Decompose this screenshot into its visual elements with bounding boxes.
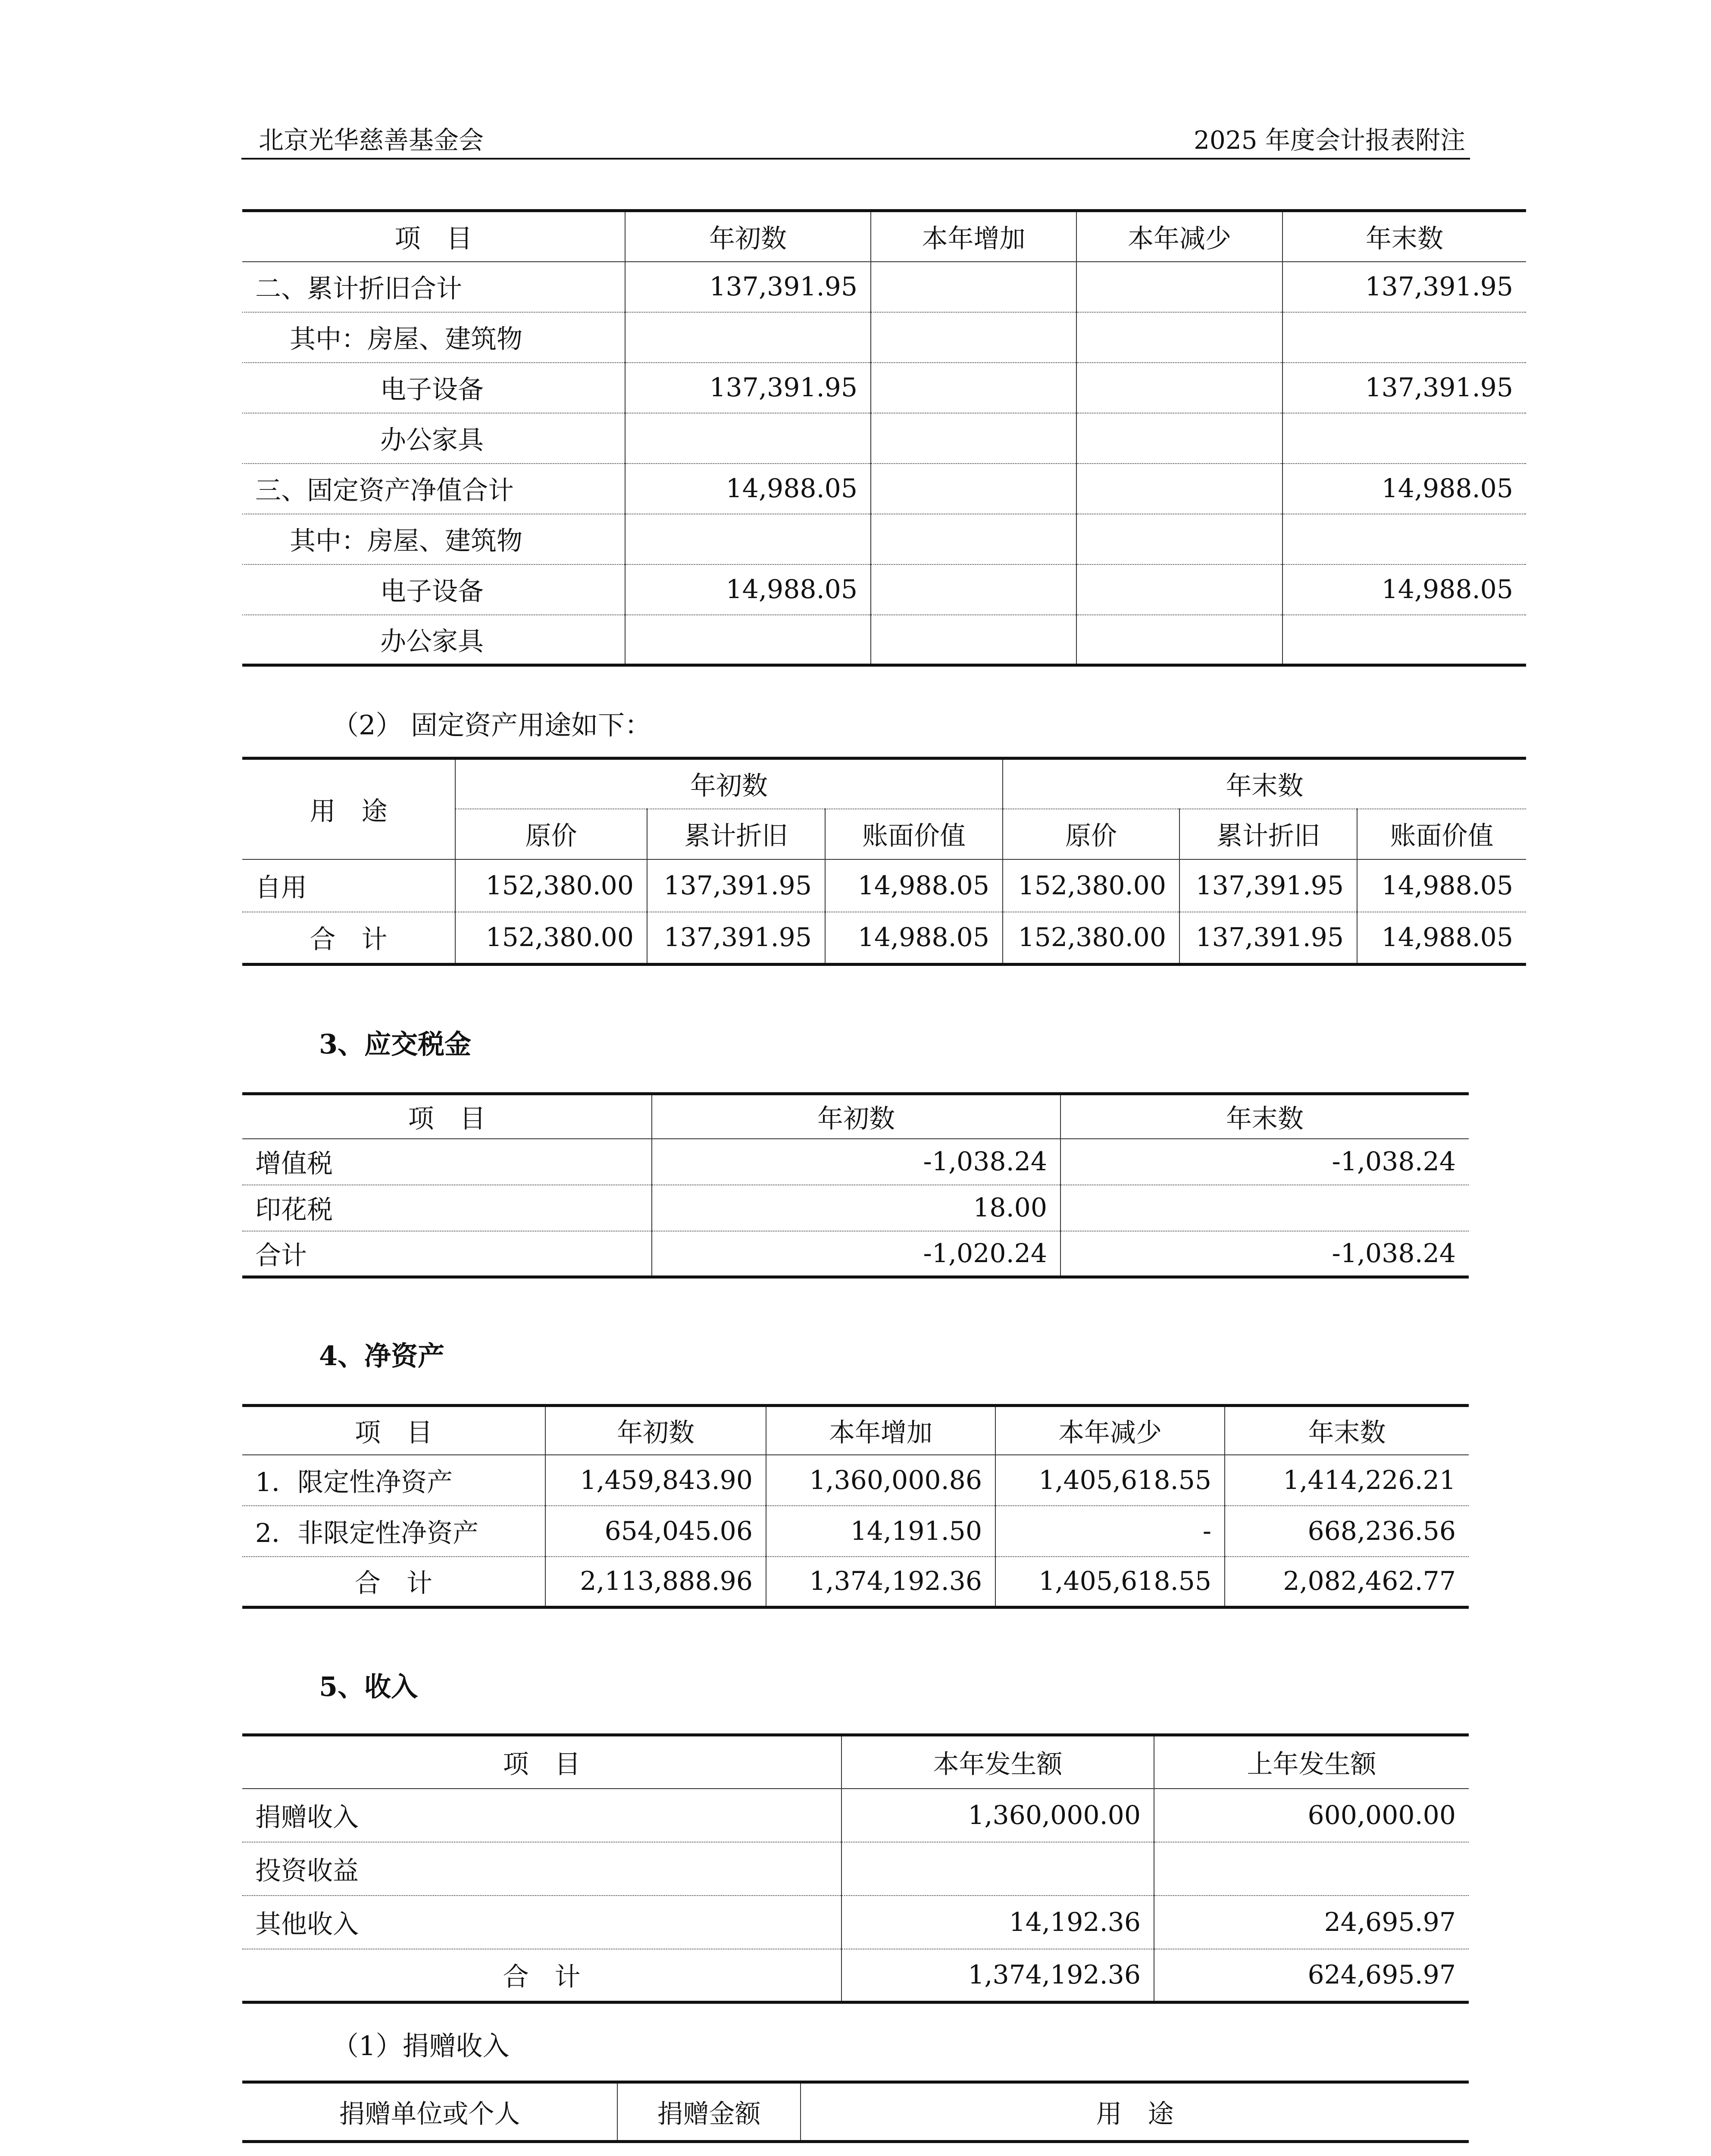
cell-begin (625, 413, 871, 464)
cell-current-year: 14,192.36 (841, 1896, 1154, 1949)
cell-decrease (1076, 615, 1282, 665)
cell-begin: 137,391.95 (625, 363, 871, 413)
cell-begin: 137,391.95 (625, 262, 871, 312)
table-row (242, 1455, 1469, 1506)
column-header: 原价 (455, 809, 647, 859)
cell-prior-year: 24,695.97 (1154, 1896, 1469, 1949)
column-header: 年初数 (545, 1406, 766, 1455)
cell-value: 137,391.95 (1179, 912, 1357, 965)
donation-table (242, 2081, 1469, 2143)
cell-decrease (1076, 564, 1282, 615)
table-row (242, 262, 1526, 312)
column-header-usage: 用 途 (242, 758, 455, 859)
cell-begin: 2,113,888.96 (545, 1557, 766, 1608)
row-label: 合 计 (310, 924, 388, 955)
table-row (242, 514, 1526, 564)
table-header-row (242, 1406, 1469, 1455)
cell-end: -1,038.24 (1060, 1139, 1469, 1185)
row-item: 投资收益 (255, 1855, 359, 1886)
header-organization: 北京光华慈善基金会 (259, 125, 484, 155)
header-report-title: 2025 年度会计报表附注 (1193, 125, 1465, 155)
cell-current-year: 1,360,000.00 (841, 1789, 1154, 1842)
cell-value: 14,988.05 (825, 912, 1003, 965)
row-item: 合计 (255, 1240, 307, 1271)
cell-decrease (1076, 262, 1282, 312)
cell-begin (625, 312, 871, 363)
cell-end: 1,414,226.21 (1225, 1455, 1469, 1506)
cell-begin (625, 615, 871, 665)
cell-increase: 1,360,000.86 (766, 1455, 995, 1506)
table-row (242, 564, 1526, 615)
cell-end (1282, 413, 1526, 464)
row-item: 其中：房屋、建筑物 (290, 324, 522, 354)
table-row (242, 312, 1526, 363)
cell-value: 137,391.95 (647, 859, 825, 912)
row-item: 2．非限定性净资产 (255, 1518, 479, 1548)
cell-value: 152,380.00 (455, 859, 647, 912)
usage-note: （2） 固定资产用途如下： (332, 709, 652, 741)
column-header: 上年发生额 (1154, 1735, 1469, 1789)
table-row-total (242, 1949, 1469, 2002)
row-item: 其中：房屋、建筑物 (290, 526, 522, 556)
cell-end: 668,236.56 (1225, 1506, 1469, 1557)
cell-decrease (1076, 413, 1282, 464)
column-header: 捐赠金额 (617, 2082, 801, 2142)
cell-increase (871, 363, 1076, 413)
cell-decrease: 1,405,618.55 (995, 1557, 1225, 1608)
cell-increase (871, 262, 1076, 312)
table-row (242, 859, 1526, 912)
cell-decrease (1076, 514, 1282, 564)
cell-decrease (1076, 464, 1282, 514)
cell-increase: 1,374,192.36 (766, 1557, 995, 1608)
cell-end (1282, 615, 1526, 665)
column-header: 捐赠单位或个人 (339, 2099, 520, 2129)
cell-increase (871, 413, 1076, 464)
cell-decrease: - (995, 1506, 1225, 1557)
row-item: 电子设备 (380, 577, 484, 607)
cell-end: 14,988.05 (1282, 564, 1526, 615)
cell-begin: 654,045.06 (545, 1506, 766, 1557)
section-heading-revenue: 5、收入 (319, 1671, 418, 1702)
cell-decrease (1076, 363, 1282, 413)
row-item: 二、累计折旧合计 (255, 274, 462, 304)
table-row-total (242, 1231, 1469, 1277)
column-header: 年初数 (652, 1094, 1060, 1139)
table-row (242, 1185, 1469, 1231)
cell-decrease (1076, 312, 1282, 363)
fixed-asset-usage-table (242, 757, 1526, 966)
table-header-row (242, 1094, 1469, 1139)
net-assets-table (242, 1404, 1469, 1609)
column-header: 年初数 (625, 211, 871, 262)
table-header-row (242, 758, 1526, 809)
cell-begin: 18.00 (652, 1185, 1060, 1231)
table-row (242, 1506, 1469, 1557)
column-header: 项 目 (242, 1406, 545, 1455)
cell-value: 14,988.05 (1357, 859, 1526, 912)
cell-end: 137,391.95 (1282, 262, 1526, 312)
cell-end: -1,038.24 (1060, 1231, 1469, 1277)
row-item: 办公家具 (380, 626, 484, 657)
cell-prior-year: 624,695.97 (1154, 1949, 1469, 2002)
cell-current-year (841, 1842, 1154, 1896)
row-item: 捐赠收入 (255, 1802, 359, 1833)
cell-value: 152,380.00 (1003, 859, 1179, 912)
column-header: 账面价值 (825, 809, 1003, 859)
column-header: 项 目 (242, 1735, 841, 1789)
cell-increase (871, 564, 1076, 615)
column-header: 累计折旧 (1179, 809, 1357, 859)
cell-begin: 14,988.05 (625, 464, 871, 514)
row-item: 印花税 (255, 1195, 333, 1225)
table-header-row (242, 1735, 1469, 1789)
table-header-row (242, 2082, 1469, 2142)
row-item: 其他收入 (255, 1909, 359, 1940)
cell-begin (625, 514, 871, 564)
table-row-total (242, 912, 1526, 965)
row-item: 电子设备 (380, 375, 484, 405)
row-item: 合 计 (503, 1962, 581, 1993)
table-row-total (242, 1557, 1469, 1608)
table-row (242, 1896, 1469, 1949)
cell-increase (871, 615, 1076, 665)
row-item: 三、固定资产净值合计 (255, 476, 514, 506)
table-row (242, 1139, 1469, 1185)
cell-value: 152,380.00 (455, 912, 647, 965)
cell-end (1060, 1185, 1469, 1231)
cell-increase (871, 464, 1076, 514)
column-header: 本年减少 (995, 1406, 1225, 1455)
cell-value: 137,391.95 (1179, 859, 1357, 912)
column-header: 账面价值 (1357, 809, 1526, 859)
column-header: 年末数 (1060, 1094, 1469, 1139)
cell-increase (871, 514, 1076, 564)
cell-prior-year: 600,000.00 (1154, 1789, 1469, 1842)
column-header: 原价 (1003, 809, 1179, 859)
cell-prior-year (1154, 1842, 1469, 1896)
fixed-assets-table (242, 209, 1526, 667)
row-item: 1．限定性净资产 (255, 1467, 453, 1498)
cell-begin: -1,038.24 (652, 1139, 1060, 1185)
cell-end: 14,988.05 (1282, 464, 1526, 514)
column-header: 本年减少 (1076, 211, 1282, 262)
table-row (242, 1789, 1469, 1842)
row-label: 自用 (255, 872, 307, 903)
column-header: 用 途 (801, 2082, 1469, 2142)
cell-increase: 14,191.50 (766, 1506, 995, 1557)
group-header-end: 年末数 (1003, 758, 1526, 809)
column-header: 项 目 (242, 1094, 652, 1139)
cell-value: 137,391.95 (647, 912, 825, 965)
cell-end: 137,391.95 (1282, 363, 1526, 413)
column-header: 年末数 (1282, 211, 1526, 262)
cell-end: 2,082,462.77 (1225, 1557, 1469, 1608)
revenue-table (242, 1733, 1469, 2004)
cell-value: 152,380.00 (1003, 912, 1179, 965)
donation-note: （1）捐赠收入 (332, 2030, 510, 2062)
column-header: 本年增加 (766, 1406, 995, 1455)
column-header: 本年增加 (871, 211, 1076, 262)
cell-current-year: 1,374,192.36 (841, 1949, 1154, 2002)
section-heading-taxes: 3、应交税金 (319, 1028, 472, 1060)
row-item: 办公家具 (380, 425, 484, 455)
column-header: 年末数 (1225, 1406, 1469, 1455)
cell-end (1282, 312, 1526, 363)
table-row (242, 615, 1526, 665)
cell-begin: 1,459,843.90 (545, 1455, 766, 1506)
cell-begin: -1,020.24 (652, 1231, 1060, 1277)
table-row (242, 1842, 1469, 1896)
section-heading-net-assets: 4、净资产 (319, 1340, 445, 1372)
cell-value: 14,988.05 (1357, 912, 1526, 965)
header-rule (241, 158, 1470, 160)
column-header: 累计折旧 (647, 809, 825, 859)
table-row (242, 413, 1526, 464)
cell-value: 14,988.05 (825, 859, 1003, 912)
group-header-begin: 年初数 (455, 758, 1003, 809)
table-row (242, 464, 1526, 514)
table-row (242, 363, 1526, 413)
table-header-row (242, 211, 1526, 262)
cell-increase (871, 312, 1076, 363)
cell-decrease: 1,405,618.55 (995, 1455, 1225, 1506)
row-item: 合 计 (355, 1568, 432, 1599)
taxes-payable-table (242, 1092, 1469, 1279)
column-header: 项 目 (242, 211, 625, 262)
cell-end (1282, 514, 1526, 564)
row-item: 增值税 (255, 1149, 333, 1179)
column-header: 本年发生额 (841, 1735, 1154, 1789)
cell-begin: 14,988.05 (625, 564, 871, 615)
